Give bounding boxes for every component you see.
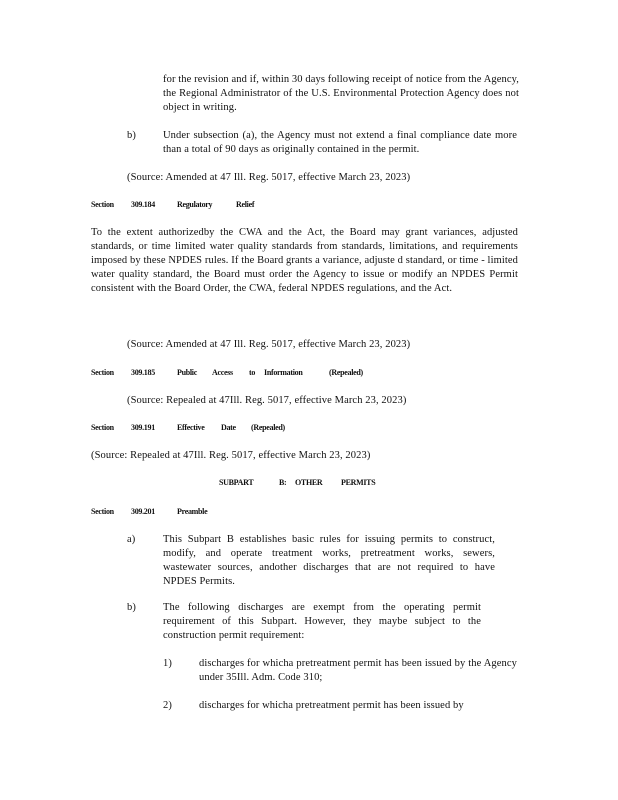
section-number: 309.184	[131, 200, 155, 209]
item-a-label: a)	[127, 534, 136, 545]
item-b-label: b)	[127, 130, 136, 141]
continuation-paragraph: for the revision and if, within 30 days following receipt of notice from the Agency, the Regional Administrator of the U.S. Environmental Protection Agency does not object in writing.	[163, 74, 519, 113]
section-number: 309.191	[131, 423, 155, 432]
item-b-text: Under subsection (a), the Agency must not extend a final compliance date more than a total of 90 days as originally contained in the permit.	[163, 130, 517, 155]
source-note: (Source: Repealed at 47Ill. Reg. 5017, effective March 23, 2023)	[127, 395, 407, 406]
source-note: (Source: Amended at 47 Ill. Reg. 5017, effective March 23, 2023)	[127, 172, 411, 183]
section-word: Section	[91, 423, 114, 432]
section-title-word: Regulatory	[177, 200, 213, 209]
section-number: 309.201	[131, 507, 155, 516]
section-title-word: to	[249, 368, 256, 377]
section-title-word: Date	[221, 423, 236, 432]
subpart-word: B:	[279, 478, 287, 487]
section-title-word: (Repealed)	[329, 368, 363, 377]
section-word: Section	[91, 507, 114, 516]
subitem-2-label: 2)	[163, 700, 172, 711]
item-b2-label: b)	[127, 602, 136, 613]
subpart-word: PERMITS	[341, 478, 376, 487]
section-title-word: Relief	[236, 200, 255, 209]
section-word: Section	[91, 368, 114, 377]
subitem-1-label: 1)	[163, 658, 172, 669]
subpart-word: OTHER	[295, 478, 323, 487]
subpart-word: SUBPART	[219, 478, 254, 487]
section-title-word: (Repealed)	[251, 423, 285, 432]
section-number: 309.185	[131, 368, 155, 377]
relief-paragraph: To the extent authorizedby the CWA and the Act, the Board may grant variances, adjusted standards, or time limited water quality standards from standards, limitations, and requirements imposed by these NPDES rules. If the Board grants a variance, adjuste d standard, or time - limited water quality standard, the Board must order the Agency to issue or modify an NPDES Permit consistent with the Board Order, the CWA, federal NPDES regulations, and the Act.	[91, 227, 518, 294]
section-title-word: Preamble	[177, 507, 208, 516]
item-a-text: This Subpart B establishes basic rules for issuing permits to construct, modify, and operate treatment works, pretreatment works, sewers, wastewater sources, andother discharges that are not required to have NPDES Permits.	[163, 534, 495, 587]
subitem-2-text: discharges for whicha pretreatment permit has been issued by	[199, 700, 464, 711]
source-note: (Source: Amended at 47 Ill. Reg. 5017, effective March 23, 2023)	[127, 339, 411, 350]
section-title-word: Information	[264, 368, 303, 377]
section-title-word: Public	[177, 368, 197, 377]
subitem-1-text: discharges for whicha pretreatment permit has been issued by the Agency under 35Ill. Adm. Code 310;	[199, 658, 517, 683]
item-b2-text: The following discharges are exempt from the operating permit requirement of this Subpart. However, they maybe subject to the construction permit requirement:	[163, 602, 481, 641]
source-note: (Source: Repealed at 47Ill. Reg. 5017, effective March 23, 2023)	[91, 450, 371, 461]
section-title-word: Effective	[177, 423, 205, 432]
section-word: Section	[91, 200, 114, 209]
section-title-word: Access	[212, 368, 233, 377]
